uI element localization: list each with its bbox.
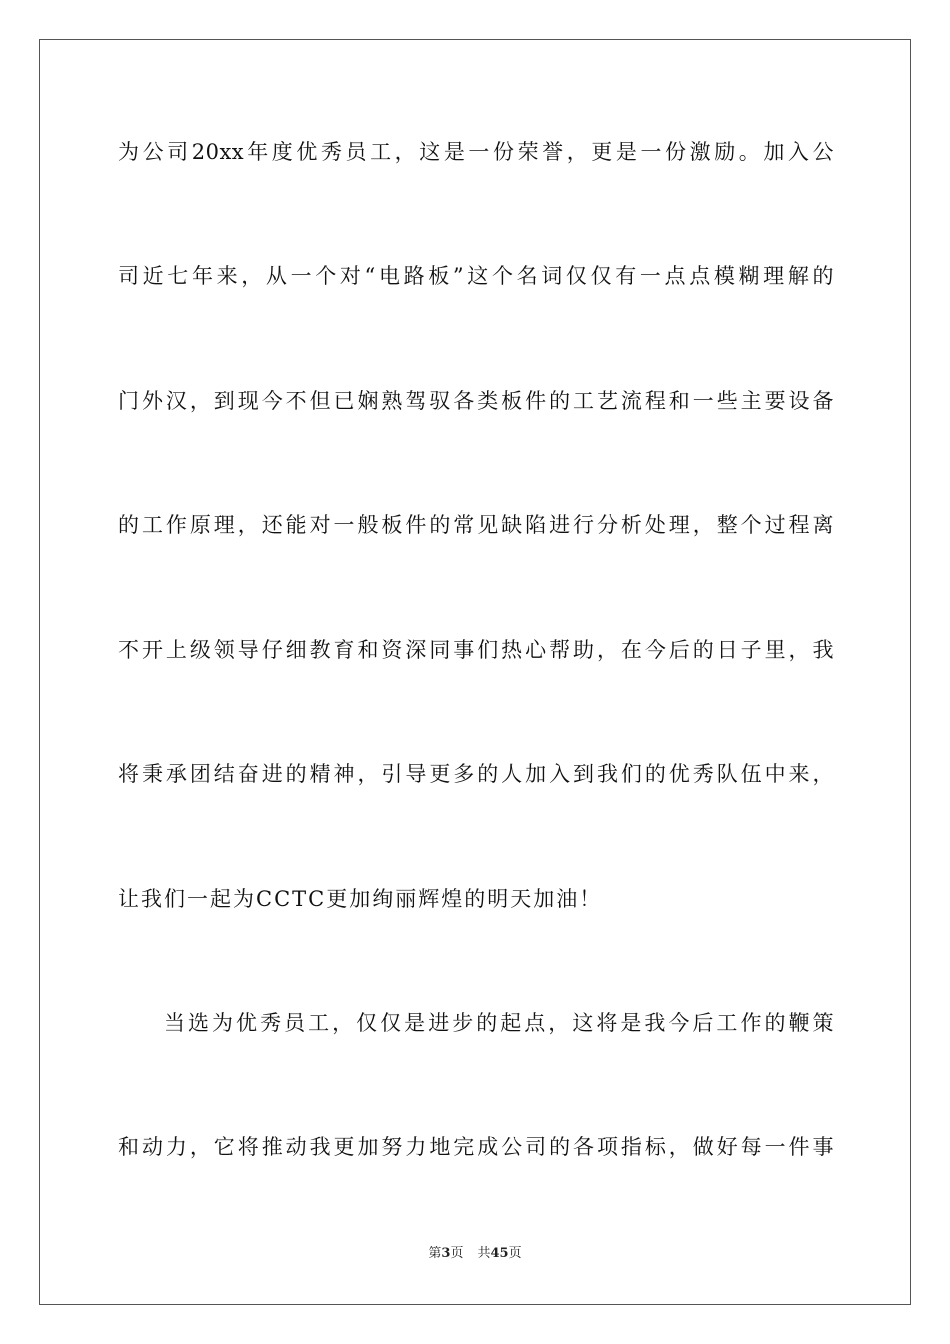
footer-total-prefix: 共 [477, 1246, 491, 1261]
body-line-6: 将秉承团结奋进的精神，引导更多的人加入到我们的优秀队伍中来， [118, 762, 834, 786]
footer-total-pages: 45 [490, 1246, 509, 1261]
footer-total-suffix: 页 [508, 1246, 522, 1261]
body-line-7: 让我们一起为CCTC更加绚丽辉煌的明天加油！ [118, 887, 603, 911]
page-footer [0, 1246, 950, 1262]
footer-page-number: 3 [441, 1246, 451, 1261]
body-line-1: 为公司20xx年度优秀员工，这是一份荣誉，更是一份激励。加入公 [118, 140, 834, 164]
body-line-4: 的工作原理，还能对一般板件的常见缺陷进行分析处理，整个过程离 [118, 513, 834, 537]
body-line-5: 不开上级领导仔细教育和资深同事们热心帮助，在今后的日子里，我 [118, 638, 834, 662]
footer-page-suffix: 页 [450, 1246, 464, 1261]
page-border [39, 39, 911, 1305]
body-line-9: 和动力，它将推动我更加努力地完成公司的各项指标，做好每一件事 [118, 1135, 834, 1159]
footer-page-prefix: 第 [428, 1246, 442, 1261]
body-line-8: 当选为优秀员工，仅仅是进步的起点，这将是我今后工作的鞭策 [164, 1011, 834, 1035]
body-line-2: 司近七年来，从一个对“电路板”这个名词仅仅有一点点模糊理解的 [118, 264, 834, 288]
body-line-3: 门外汉，到现今不但已娴熟驾驭各类板件的工艺流程和一些主要设备 [118, 389, 834, 413]
